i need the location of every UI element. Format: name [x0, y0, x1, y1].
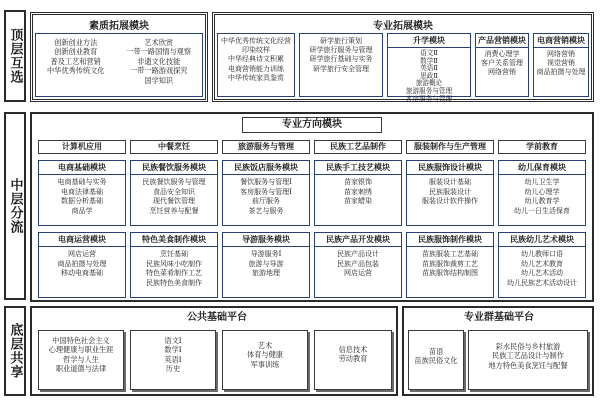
public-course-b-3: 英语Ⅰ	[164, 354, 182, 364]
group-platform-title-box	[424, 310, 574, 326]
direction-header-label: 民族工艺品制作	[330, 142, 386, 151]
direction-course-4: 民族特色美食制作	[146, 278, 202, 287]
public-course-c-2: 体育与健康	[247, 350, 283, 360]
direction-course-3: 特色菜肴制作工艺	[146, 269, 202, 278]
section-label-top: 顶层互选	[4, 10, 26, 102]
public-course-b-1: 语文Ⅰ	[164, 336, 182, 345]
expansion-line-4: 思政Ⅱ	[420, 71, 438, 80]
course-list	[499, 175, 585, 216]
group-course-a-2: 苗族民俗文化	[414, 356, 458, 366]
expansion-card-title: 电商营销模块	[534, 34, 588, 48]
direction-header-label: 旅游服务与管理	[238, 142, 294, 151]
course-list	[407, 175, 493, 207]
quality-expansion-content	[35, 33, 203, 97]
direction-course-1: 导游服务Ⅰ	[250, 250, 282, 258]
course-list	[39, 331, 123, 374]
direction-header-3	[222, 140, 310, 154]
direction-course-3: 幼儿教育学	[524, 197, 560, 206]
public-course-b-4: 历史	[165, 364, 181, 374]
course-list	[469, 331, 587, 370]
direction-course-2: 商品拍摄与处理	[57, 259, 107, 268]
course-list	[534, 48, 588, 78]
expansion-line-4: 研学旅行安全管理	[313, 64, 369, 73]
direction-header-label: 服装制作与生产管理	[414, 142, 486, 151]
course-list	[39, 175, 125, 216]
direction-upper-module-6	[498, 160, 586, 226]
direction-course-2: 苗族服饰裁剪工艺	[422, 259, 478, 268]
quality-expansion-col2	[126, 38, 191, 85]
public-group-3	[222, 330, 308, 390]
quality-item-b-2: 一带一路国情与观察	[126, 47, 192, 57]
course-list	[476, 48, 528, 78]
professional-direction-module	[30, 112, 594, 302]
direction-course-4: 商品学	[71, 206, 93, 215]
direction-course-2: 客房服务与管理Ⅰ	[240, 187, 292, 196]
direction-course-2: 食品安全知识	[153, 187, 195, 196]
direction-course-1: 餐饮服务与管理Ⅰ	[240, 178, 292, 186]
section-label-middle: 中层分流	[4, 112, 26, 300]
direction-course-2: 民族风味小吃制作	[146, 259, 202, 268]
direction-course-1: 民族产品设计	[337, 250, 379, 258]
expansion-line-3: 中华经典诗文积累	[228, 55, 284, 64]
expansion-line-1: 语文Ⅱ	[420, 49, 438, 57]
direction-lower-module-4	[314, 232, 402, 298]
direction-course-4: 幼儿民族艺术活动设计	[507, 278, 577, 287]
direction-lower-module-1	[38, 232, 126, 298]
expansion-card-c3	[387, 33, 471, 103]
course-list	[223, 175, 309, 216]
public-group-1	[38, 330, 124, 390]
course-list	[499, 247, 585, 288]
quality-expansion-col1	[47, 38, 105, 85]
expansion-line-5: 旅游概论	[415, 79, 443, 88]
direction-course-3: 苗家蜡染	[344, 197, 372, 206]
direction-course-3: 网店运营	[344, 269, 372, 278]
direction-course-2: 民族服装设计	[429, 187, 471, 196]
direction-course-1: 苗族服装工艺基础	[422, 250, 478, 258]
public-course-c-1: 艺术	[257, 341, 273, 350]
expansion-line-3: 网络营销	[488, 68, 516, 77]
direction-course-4: 烹饪营养与配餐	[149, 206, 199, 215]
public-course-d-1: 信息技术	[338, 345, 368, 354]
group-course-b-2: 民族工艺品设计与制作	[492, 351, 564, 361]
public-course-a-2: 心理健康与职业生涯	[48, 345, 114, 355]
direction-lower-module-2	[130, 232, 218, 298]
direction-course-1: 网店运营	[68, 250, 96, 258]
group-course-b-1: 彩水民俗与乡村旅游	[495, 342, 561, 351]
course-list	[39, 247, 125, 279]
quality-item-1: 创新创业方法	[54, 38, 98, 47]
expansion-card-c2	[299, 33, 383, 97]
direction-course-2: 民族产品包装	[337, 259, 379, 268]
quality-item-2: 创新创业教育	[54, 47, 98, 57]
direction-module-title: 电商基础模块	[39, 161, 125, 175]
direction-course-2: 电商法律基础	[61, 187, 103, 196]
course-list	[315, 331, 391, 364]
course-list	[131, 331, 215, 374]
public-group-2	[130, 330, 216, 390]
public-group-4	[314, 330, 392, 390]
direction-upper-module-2	[130, 160, 218, 226]
direction-module-title: 特色美食制作模块	[131, 233, 217, 247]
expansion-line-3: 英语Ⅱ	[420, 64, 438, 73]
public-course-c-3: 军事训练	[250, 359, 280, 369]
course-list	[131, 247, 217, 288]
direction-course-3: 现代餐饮管理	[153, 197, 195, 206]
quality-expansion-title: 素质拓展模块	[89, 21, 149, 32]
group-course-b-3: 地方特色美食烹饪与配餐	[488, 360, 568, 370]
expansion-line-1: 消费心理学	[484, 50, 520, 58]
expansion-card-title: 升学模块	[388, 34, 470, 48]
public-course-d-2: 劳动教育	[338, 354, 368, 364]
direction-course-2: 幼儿心理学	[524, 187, 560, 196]
direction-course-3: 前厅服务	[252, 197, 280, 206]
direction-course-2: 幼儿艺术教育	[521, 259, 563, 268]
public-course-a-1: 中国特色社会主义	[52, 336, 110, 345]
direction-lower-module-5	[406, 232, 494, 298]
quality-expansion-module	[30, 12, 208, 102]
expansion-card-c1	[217, 33, 295, 97]
public-foundation-platform	[30, 306, 398, 396]
quality-item-b-1: 艺术欣赏	[144, 38, 174, 47]
direction-course-1: 苗家银饰	[344, 178, 372, 186]
group-platform-title: 专业群基础平台	[464, 312, 534, 323]
section-label-bottom: 底层共享	[4, 306, 26, 396]
expansion-line-1: 网络营销	[547, 50, 575, 58]
expansion-line-4: 电商营销能力训练	[228, 64, 284, 73]
quality-item-3: 普及工艺和营销	[50, 56, 101, 66]
expansion-line-2: 数学Ⅱ	[420, 56, 438, 65]
course-list	[131, 175, 217, 216]
expansion-line-3: 研学旅行基础与实务	[309, 55, 373, 64]
direction-lower-module-3	[222, 232, 310, 298]
direction-course-3: 服装设计软件操作	[422, 197, 478, 206]
direction-header-5	[406, 140, 494, 154]
direction-course-1: 幼儿卫生学	[524, 178, 560, 186]
direction-module-title: 民族幼儿艺术模块	[499, 233, 585, 247]
course-list	[388, 48, 470, 103]
direction-module-title: 民族饭店服务模块	[223, 161, 309, 175]
direction-course-4: 幼儿一日生活保育	[514, 206, 570, 215]
course-list	[223, 247, 309, 279]
direction-header-1	[38, 140, 126, 154]
direction-module-title: 电商运营模块	[39, 233, 125, 247]
expansion-line-7: 客房服务与管理	[405, 94, 453, 103]
direction-module-title: 民族服饰制作模块	[407, 233, 493, 247]
expansion-line-2: 客户关系管理	[481, 59, 523, 68]
course-list	[218, 34, 294, 83]
expansion-line-5: 中华传统家具鉴赏	[228, 73, 284, 82]
direction-header-label: 计算机应用	[62, 142, 102, 151]
direction-header-label: 学前教育	[526, 142, 558, 151]
direction-lower-module-6	[498, 232, 586, 298]
direction-course-1: 烹饪基础	[160, 250, 188, 258]
expansion-line-3: 商品拍摄与处理	[536, 68, 586, 77]
direction-course-4: 茶艺与服务	[248, 206, 284, 215]
direction-course-2: 苗家刺绣	[344, 187, 372, 196]
direction-upper-module-4	[314, 160, 402, 226]
direction-course-3: 数据分析基础	[61, 197, 103, 206]
direction-module-title: 民族手工技艺模块	[315, 161, 401, 175]
direction-module-title: 民族产品开发模块	[315, 233, 401, 247]
group-platform-group-2	[468, 330, 588, 390]
expansion-line-2: 研学旅行服务与管理	[309, 46, 373, 55]
course-list	[300, 34, 382, 74]
professional-direction-title: 专业方向模块	[282, 119, 342, 130]
professional-expansion-module	[212, 12, 594, 102]
direction-upper-module-5	[406, 160, 494, 226]
expansion-line-2: 视觉营销	[547, 59, 575, 68]
quality-item-4: 中华优秀传统文化	[46, 66, 105, 76]
direction-module-title: 民族服饰设计模块	[407, 161, 493, 175]
direction-upper-module-1	[38, 160, 126, 226]
direction-course-3: 旅游地理	[252, 269, 280, 278]
direction-course-1: 电商基础与实务	[57, 178, 107, 186]
public-foundation-title: 公共基础平台	[187, 312, 247, 323]
professional-expansion-title: 专业拓展模块	[373, 21, 433, 32]
quality-item-b-4: 一带一路游戏探究	[129, 66, 188, 76]
public-course-b-2: 数学Ⅰ	[164, 345, 182, 355]
expansion-line-1: 研学旅行策划	[320, 37, 362, 45]
direction-module-title: 幼儿保育模块	[499, 161, 585, 175]
direction-course-3: 苗族服饰结构制图	[422, 269, 478, 278]
quality-item-b-3: 非遗文化技能	[137, 56, 181, 66]
direction-module-title: 导游服务模块	[223, 233, 309, 247]
professional-direction-title-box	[242, 117, 382, 133]
expansion-card-c4	[475, 33, 529, 97]
course-list	[409, 331, 463, 366]
direction-header-2	[130, 140, 218, 154]
direction-course-2: 旅游与导游	[248, 259, 284, 268]
direction-course-3: 幼儿艺术活动	[521, 269, 563, 278]
quality-item-b-5: 国学知识	[144, 75, 174, 85]
direction-course-1: 民族餐饮服务与管理	[142, 178, 206, 186]
direction-module-title: 民族餐饮服务模块	[131, 161, 217, 175]
course-list	[315, 247, 401, 279]
direction-course-3: 移动电商基础	[61, 269, 103, 278]
direction-upper-module-3	[222, 160, 310, 226]
group-platform-group-1	[408, 330, 464, 390]
expansion-line-1: 中华优秀传统文化经营	[221, 37, 291, 45]
course-list	[407, 247, 493, 279]
expansion-card-c5	[533, 33, 589, 97]
direction-course-1: 幼儿教师口语	[521, 250, 563, 258]
direction-header-4	[314, 140, 402, 154]
professional-group-platform	[402, 306, 594, 396]
expansion-line-6: 旅游服务与管理	[405, 86, 453, 95]
expansion-card-title: 产品营销模块	[476, 34, 528, 48]
course-list	[315, 175, 401, 207]
public-course-a-3: 哲学与人生	[63, 354, 99, 364]
public-course-a-4: 职业道德与法律	[55, 364, 107, 374]
direction-course-1: 服装设计基础	[429, 178, 471, 186]
expansion-line-2: 印染纹样	[242, 46, 270, 55]
direction-header-label: 中餐烹饪	[158, 142, 190, 151]
direction-header-6	[498, 140, 586, 154]
public-foundation-title-box	[142, 310, 292, 326]
course-list	[223, 331, 307, 369]
group-course-a-1: 苗语	[428, 347, 444, 356]
